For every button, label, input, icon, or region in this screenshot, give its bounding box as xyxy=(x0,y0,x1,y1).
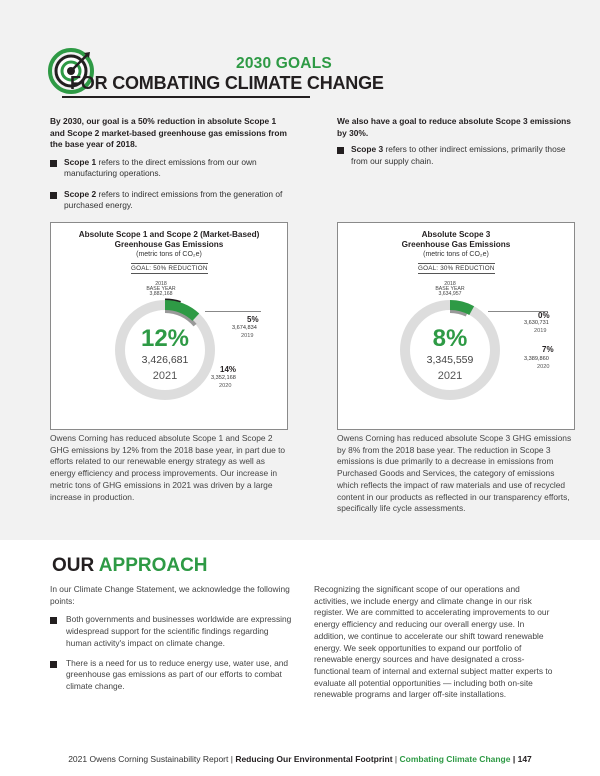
chart2-2019-value: 3,630,731 xyxy=(524,320,549,326)
chart2-goal: GOAL: 30% REDUCTION xyxy=(418,265,495,272)
footer xyxy=(0,754,600,764)
summary-right: Owens Corning has reduced absolute Scope 3 GHG emissions by 8% from the 2018 base year. The reduction in Scope 3 emissions is due primarily to a decrease in emissions from Purchased Goods and Services, the category of emissions which reflects the impact of raw materials and use of recycled content in our products as reflected in our transparency efforts, specifically life cycle assessments. xyxy=(337,433,572,514)
scope2-text: refers to indirect emissions from the generation of purchased energy. xyxy=(64,188,283,211)
approach-left xyxy=(50,584,295,693)
chart1-goal: GOAL: 50% REDUCTION xyxy=(131,265,208,272)
footer-sep: | xyxy=(392,754,400,764)
chart1-2019-year: 2019 xyxy=(241,333,254,339)
right-intro: We also have a goal to reduce absolute Scope 3 emissions by 30%. xyxy=(337,116,571,138)
chart-card-scope12 xyxy=(50,222,288,430)
chart1-2020-value: 3,352,168 xyxy=(211,375,236,381)
chart2-main-pct: 8% xyxy=(432,325,468,352)
chart1-main-value: 3,426,681 xyxy=(141,354,189,366)
chart2-2019-year: 2019 xyxy=(534,328,547,334)
chart1-main-year: 2021 xyxy=(152,370,178,382)
approach-bullet2: There is a need for us to reduce energy use, water use, and greenhouse gas emissions as part of our efforts to combat climate change. xyxy=(50,658,295,693)
scope2-term: Scope 2 xyxy=(64,188,97,199)
left-intro: By 2030, our goal is a 50% reduction in absolute Scope 1 and Scope 2 market-based greenhouse gas emissions from the base year of 2018. xyxy=(50,116,287,149)
chart2-title-line1: Absolute Scope 3 xyxy=(421,230,491,239)
chart1-base-year: 2018 xyxy=(155,281,167,287)
approach-title-part1: OUR xyxy=(52,555,99,576)
scope3-text: refers to other indirect emissions, primarily those from our supply chain. xyxy=(351,144,566,166)
scope1-term: Scope 1 xyxy=(64,156,97,167)
scope1-text: refers to the direct emissions from our own manufacturing operations. xyxy=(64,156,257,179)
approach-right: Recognizing the significant scope of our operations and activities, we include energy and climate change in our risk register. We are committed to accelerating improvements to our energy efficiency and reducing our overall energy use. In addition, we continue to accelerate our shift toward renewable energy. We seek opportunities to expand our portfolio of renewable energy sources and have designated a cross-functional team of internal and external subject matter experts to evaluate all potential opportunities — including both on-site renewable programs and larger off-site installations. xyxy=(314,584,553,700)
chart1-2020-pct: 14% xyxy=(220,365,237,374)
header-title-main: FOR COMBATING CLIMATE CHANGE xyxy=(70,73,384,93)
chart2-base-label: BASE YEAR xyxy=(435,286,465,292)
chart2-main-value: 3,345,559 xyxy=(426,354,474,366)
chart2-base-year: 2018 xyxy=(444,281,456,287)
scope2-bullet xyxy=(50,189,290,212)
chart1-2020-year: 2020 xyxy=(219,383,232,389)
approach-bullet1: Both governments and businesses worldwide are expressing widespread support for the scientific findings regarding human activity's impact on climate change. xyxy=(50,614,295,649)
footer-topic[interactable]: Combating Climate Change xyxy=(399,754,511,764)
chart2-arc-2021 xyxy=(450,305,472,311)
chart2-units: (metric tons of CO₂e) xyxy=(423,251,489,258)
chart2-title-line2: Greenhouse Gas Emissions xyxy=(401,240,511,249)
chart2-main-year: 2021 xyxy=(437,370,463,382)
chart1-title-line2: Greenhouse Gas Emissions xyxy=(114,240,224,249)
chart1-2019-pct: 5% xyxy=(247,315,259,324)
chart-card-scope3 xyxy=(337,222,575,430)
chart2-2020-year: 2020 xyxy=(537,364,550,370)
footer-page: | 147 xyxy=(510,754,532,764)
chart1-base-value: 3,882,168 xyxy=(149,291,173,297)
right-goals xyxy=(337,116,577,167)
chart2-2020-value: 3,389,860 xyxy=(524,356,549,362)
scope3-term: Scope 3 xyxy=(351,144,384,154)
approach-title-part2: APPROACH xyxy=(98,555,208,576)
chart1-units: (metric tons of CO₂e) xyxy=(136,251,202,258)
scope3-bullet xyxy=(337,144,577,167)
header-rule xyxy=(62,96,310,98)
summary-left: Owens Corning has reduced absolute Scope 1 and Scope 2 GHG emissions by 12% from the 2018 base year, in part due to efforts related to our renewable energy strategy as well as energy efficiency and process improvements. Our increase in metric tons of GHG emissions in 2021 was driven by a large increase in production. xyxy=(50,433,286,502)
chart1-line-2019 xyxy=(205,311,261,312)
chart2-2019-pct: 0% xyxy=(538,311,550,320)
chart1-base-label: BASE YEAR xyxy=(146,286,176,292)
chart1-main-pct: 12% xyxy=(140,325,190,352)
left-goals xyxy=(50,116,290,212)
chart2-2020-pct: 7% xyxy=(542,345,554,354)
chart1-2019-value: 3,674,834 xyxy=(232,325,257,331)
approach-title xyxy=(52,555,208,577)
header-title-goals: 2030 GOALS xyxy=(236,55,332,72)
footer-section[interactable]: Reducing Our Environmental Footprint xyxy=(235,754,393,764)
chart1-title-line1: Absolute Scope 1 and Scope 2 (Market-Based) xyxy=(78,230,260,239)
chart2-base-value: 3,634,957 xyxy=(438,291,462,297)
approach-intro: In our Climate Change Statement, we acknowledge the following points: xyxy=(50,584,290,606)
footer-report: 2021 Owens Corning Sustainability Report | xyxy=(68,754,236,764)
scope1-bullet xyxy=(50,157,290,180)
